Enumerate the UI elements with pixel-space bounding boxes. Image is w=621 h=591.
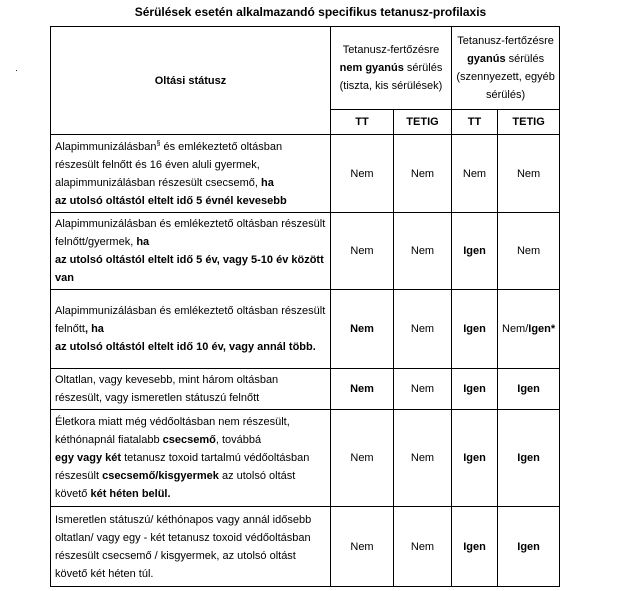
value-cell: Nem <box>498 135 560 213</box>
header-status: Oltási státusz <box>51 27 331 135</box>
footnote-mark: § <box>156 139 161 147</box>
document-title: Sérülések esetén alkalmazandó specifikus tetanusz-profilaxis <box>134 5 487 19</box>
value-cell: Nem <box>394 410 452 507</box>
header-not-suspect-line3: (tiszta, kis sérülések) <box>339 80 443 92</box>
header-not-suspect-line1: Tetanusz-fertőzésre <box>342 44 440 56</box>
header-suspect <box>452 27 560 110</box>
value-cell: Igen <box>498 410 560 507</box>
header-suspect-bold: gyanús <box>467 53 506 65</box>
status-text: Alapimmunizálásban és emlékeztető oltásban részesült felnőtt/gyermek, <box>55 218 326 248</box>
stray-dot: · <box>15 65 18 75</box>
header-suspect-line2 <box>456 50 555 68</box>
value-cell: Nem <box>394 135 452 213</box>
value-bold: Igen* <box>528 323 556 335</box>
status-cell <box>51 290 331 369</box>
status-text: , továbbá <box>215 434 262 446</box>
value-cell: Nem <box>452 135 498 213</box>
value-cell: Nem <box>331 290 394 369</box>
col-tt-2: TT <box>452 110 498 135</box>
status-cell <box>51 135 331 213</box>
value-cell: Igen <box>452 369 498 410</box>
value-cell: Nem <box>331 135 394 213</box>
value-cell: Nem <box>331 369 394 410</box>
header-not-suspect <box>331 27 452 110</box>
value-text: Nem/ <box>502 323 529 335</box>
status-text: az utolsó oltást követő <box>55 470 296 500</box>
header-not-suspect-bold: nem gyanús <box>339 62 404 74</box>
table-row <box>51 135 560 213</box>
status-text: tetanusz toxoid tartalmú védőoltásban részesült <box>55 452 310 482</box>
col-tetig-2: TETIG <box>498 110 560 135</box>
value-cell: Igen <box>452 213 498 290</box>
value-cell: Nem <box>394 369 452 410</box>
value-cell: Nem <box>394 507 452 587</box>
status-bold: az utolsó oltástól eltelt idő 5 évnél kevesebb <box>55 194 287 207</box>
header-suspect-tail: sérülés <box>505 53 545 65</box>
status-text: és emlékeztető oltásban részesült felnőtt és 16 éven aluli gyermek, alapimmunizálásban részesült csecsemő, <box>55 140 283 189</box>
col-tt-1: TT <box>331 110 394 135</box>
status-cell: Ismeretlen státuszú/ kéthónapos vagy annál idősebb oltatlan/ vagy egy - két tetanusz toxoid védőoltásban részesült csecsemő / kisgyermek, az utolsó oltást követő két héten túl. <box>51 507 331 587</box>
status-bold: csecsemő <box>162 434 216 446</box>
value-cell: Igen <box>498 507 560 587</box>
table-row <box>51 290 560 369</box>
status-bold: , ha <box>84 323 104 335</box>
status-text: Életkora miatt még védőoltásban nem részesült, kéthónapnál fiatalabb <box>55 416 290 446</box>
value-cell <box>498 290 560 369</box>
value-cell: Nem <box>394 213 452 290</box>
status-bold: egy vagy két <box>55 452 122 464</box>
status-cell <box>51 213 331 290</box>
header-not-suspect-tail: sérülés <box>403 62 443 74</box>
value-cell: Igen <box>452 507 498 587</box>
value-cell: Nem <box>331 410 394 507</box>
table-row <box>51 507 560 587</box>
status-bold: az utolsó oltástól eltelt idő 5 év, vagy 5-10 év között van <box>55 254 324 284</box>
table-row <box>51 369 560 410</box>
status-bold: az utolsó oltástól eltelt idő 10 év, vagy annál több. <box>55 341 316 353</box>
value-cell: Igen <box>498 369 560 410</box>
value-cell: Igen <box>452 410 498 507</box>
status-cell: Oltatlan, vagy kevesebb, mint három oltásban részesült, vagy ismeretlen státuszú felnőtt <box>51 369 331 410</box>
header-row <box>51 27 560 110</box>
value-cell: Nem <box>331 213 394 290</box>
col-tetig-1: TETIG <box>394 110 452 135</box>
value-cell: Nem <box>498 213 560 290</box>
status-text: Alapimmunizálásban és emlékeztető oltásban részesült felnőtt <box>55 305 326 335</box>
header-suspect-line1: Tetanusz-fertőzésre <box>457 35 554 47</box>
status-cell <box>51 410 331 507</box>
value-cell: Nem <box>331 507 394 587</box>
value-cell: Igen <box>452 290 498 369</box>
value-cell: Nem <box>394 290 452 369</box>
header-suspect-line3: (szennyezett, egyéb sérülés) <box>456 71 555 101</box>
status-text: Alapimmunizálásban <box>55 140 157 153</box>
table-row <box>51 213 560 290</box>
header-not-suspect-line2 <box>335 59 447 77</box>
status-bold: ha <box>136 236 150 248</box>
tetanus-table <box>50 26 560 587</box>
status-bold: ha <box>261 176 274 189</box>
status-bold: csecsemő/kisgyermek <box>102 470 219 482</box>
status-bold: két héten belül. <box>90 488 171 500</box>
table-row <box>51 410 560 507</box>
